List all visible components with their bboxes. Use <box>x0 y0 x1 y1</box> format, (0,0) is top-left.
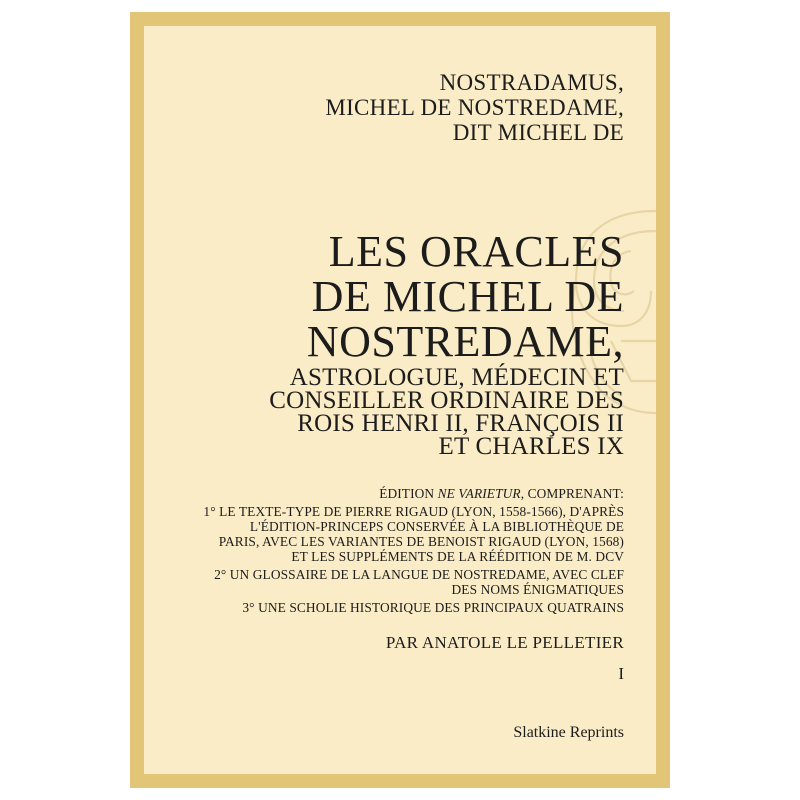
subtitle-line: CONSEILLER ORDINAIRE DES <box>269 387 624 414</box>
publisher-name: Slatkine Reprints <box>513 724 624 741</box>
author-line: DIT MICHEL DE <box>452 120 624 145</box>
subtitle-line: ET CHARLES IX <box>438 433 624 460</box>
title-line: DE MICHEL DE <box>311 272 624 321</box>
edition-prefix: ÉDITION <box>379 486 438 501</box>
edition-heading <box>203 486 624 501</box>
subtitle-line: ASTROLOGUE, MÉDECIN ET <box>289 364 624 391</box>
author-line: MICHEL DE NOSTREDAME, <box>325 95 624 120</box>
edition-item-line: 2° UN GLOSSAIRE DE LA LANGUE DE NOSTREDAME, AVEC CLEF <box>214 567 624 582</box>
cover-panel <box>144 26 656 774</box>
book-subtitle <box>269 366 624 458</box>
edition-emphasis: NE VARIETUR <box>437 486 521 501</box>
edition-item-line: L'ÉDITION-PRINCEPS CONSERVÉE À LA BIBLIOTHÈQUE DE <box>249 519 624 534</box>
edition-item-line: 3° UNE SCHOLIE HISTORIQUE DES PRINCIPAUX QUATRAINS <box>242 600 624 615</box>
title-line: LES ORACLES <box>328 227 624 276</box>
author-line: NOSTRADAMUS, <box>439 70 624 95</box>
title-line: NOSTREDAME, <box>306 317 624 366</box>
edition-item-line: 1° LE TEXTE-TYPE DE PIERRE RIGAUD (LYON, 1558-1566), D'APRÈS <box>203 504 624 519</box>
volume-number: I <box>618 664 624 683</box>
book-title <box>307 229 624 364</box>
edition-item-line: PARIS, AVEC LES VARIANTES DE BENOIST RIGAUD (LYON, 1568) <box>218 534 624 549</box>
edition-item-line: ET LES SUPPLÉMENTS DE LA RÉÉDITION DE M. DCV <box>291 549 624 564</box>
edition-suffix: , COMPRENANT: <box>520 486 624 501</box>
author-block <box>325 70 624 145</box>
book-cover <box>130 12 670 788</box>
edition-item-line: DES NOMS ÉNIGMATIQUES <box>451 582 624 597</box>
edition-description <box>203 486 624 615</box>
author-byline: PAR ANATOLE LE PELLETIER <box>385 633 624 652</box>
subtitle-line: ROIS HENRI II, FRANÇOIS II <box>297 410 624 437</box>
